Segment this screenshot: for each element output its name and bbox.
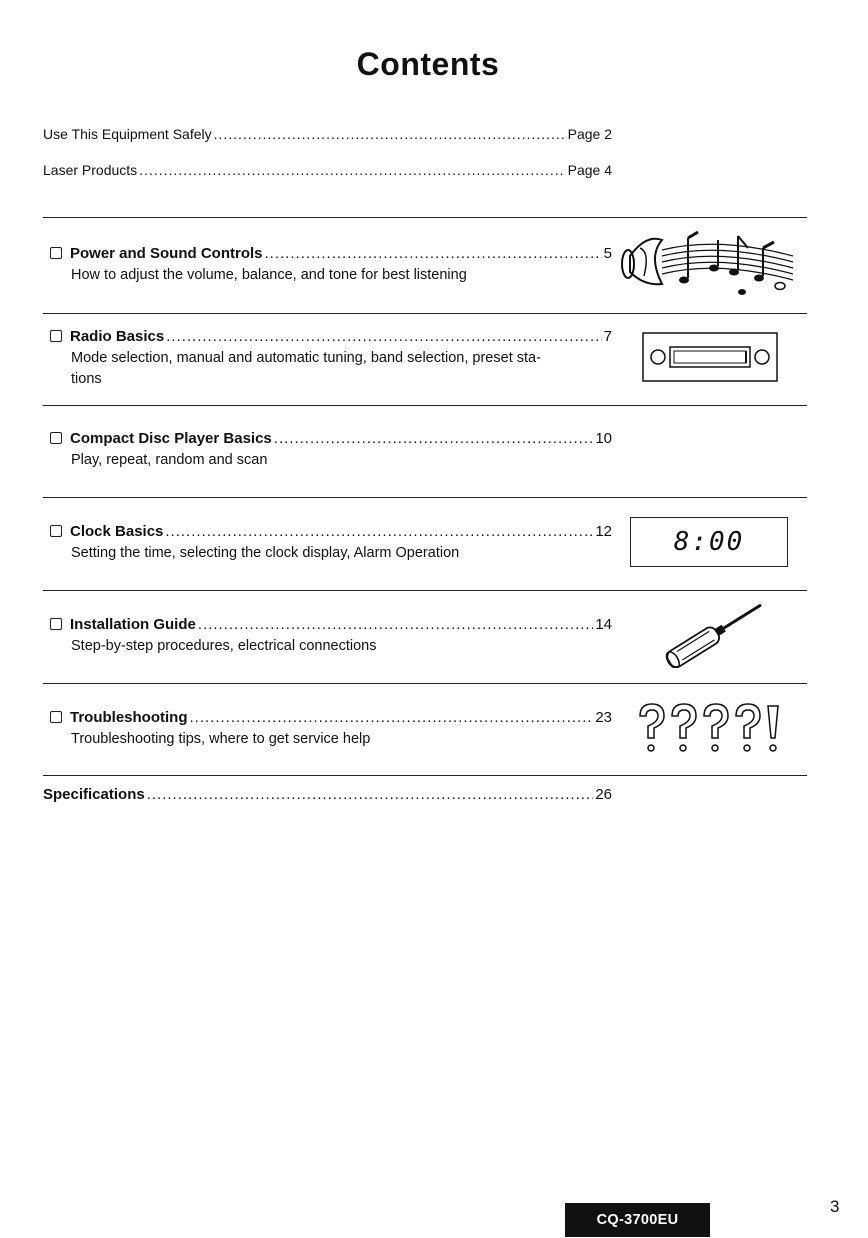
section-title: Radio Basics bbox=[70, 328, 165, 345]
clock-display-icon bbox=[630, 517, 788, 567]
toc-entry-label: Laser Products bbox=[43, 162, 138, 178]
section-divider bbox=[43, 217, 807, 218]
dot-leader bbox=[165, 523, 593, 540]
section-description: Troubleshooting tips, where to get service help bbox=[71, 731, 371, 747]
toc-entry-page: Page 2 bbox=[567, 126, 612, 142]
section-troubleshooting[interactable] bbox=[50, 709, 612, 750]
section-description: Play, repeat, random and scan bbox=[71, 452, 268, 468]
section-description: Mode selection, manual and automatic tuning, band selection, preset sta- tions bbox=[71, 350, 541, 387]
section-description: How to adjust the volume, balance, and tone for best listening bbox=[71, 267, 467, 283]
dot-leader bbox=[265, 245, 602, 262]
section-divider bbox=[43, 683, 807, 684]
section-page: 5 bbox=[603, 245, 612, 262]
toc-entry-label: Specifications bbox=[43, 786, 145, 803]
section-cd-player-basics[interactable] bbox=[50, 430, 612, 471]
section-page: 14 bbox=[595, 616, 612, 633]
dot-leader bbox=[190, 709, 594, 726]
dot-leader bbox=[147, 786, 594, 803]
section-divider bbox=[43, 590, 807, 591]
section-divider bbox=[43, 497, 807, 498]
toc-entry-specifications[interactable] bbox=[43, 786, 612, 803]
toc-entry-page: Page 4 bbox=[567, 162, 612, 178]
section-divider bbox=[43, 313, 807, 314]
question-marks-icon bbox=[634, 700, 784, 756]
section-clock-basics[interactable] bbox=[50, 523, 612, 564]
dot-leader bbox=[274, 430, 594, 447]
section-divider bbox=[43, 775, 807, 776]
checkbox-icon bbox=[50, 432, 62, 444]
music-notes-icon bbox=[618, 226, 798, 298]
section-radio-basics[interactable] bbox=[50, 328, 612, 390]
clock-display-value: 8:00 bbox=[673, 527, 745, 557]
dot-leader bbox=[166, 328, 601, 345]
checkbox-icon bbox=[50, 618, 62, 630]
checkbox-icon bbox=[50, 525, 62, 537]
toc-entry-laser[interactable] bbox=[43, 162, 612, 178]
page-number: 3 bbox=[830, 1197, 840, 1216]
screwdriver-icon bbox=[660, 598, 770, 668]
section-description: Setting the time, selecting the clock display, Alarm Operation bbox=[71, 545, 460, 561]
section-page: 23 bbox=[595, 709, 612, 726]
section-power-sound[interactable] bbox=[50, 245, 612, 286]
checkbox-icon bbox=[50, 711, 62, 723]
toc-entry-safety[interactable] bbox=[43, 126, 612, 142]
section-page: 7 bbox=[603, 328, 612, 345]
section-title: Installation Guide bbox=[70, 616, 196, 633]
page-title: Contents bbox=[356, 46, 500, 82]
toc-entry-page: 26 bbox=[595, 786, 612, 803]
radio-panel-icon bbox=[642, 332, 778, 382]
section-installation-guide[interactable] bbox=[50, 616, 612, 657]
checkbox-icon bbox=[50, 247, 62, 259]
section-title: Clock Basics bbox=[70, 523, 164, 540]
section-title: Troubleshooting bbox=[70, 709, 188, 726]
section-title: Compact Disc Player Basics bbox=[70, 430, 272, 447]
toc-entry-label: Use This Equipment Safely bbox=[43, 126, 212, 142]
model-badge: CQ-3700EU bbox=[565, 1203, 710, 1237]
dot-leader bbox=[139, 162, 565, 178]
section-description: Step-by-step procedures, electrical connections bbox=[71, 638, 377, 654]
section-title: Power and Sound Controls bbox=[70, 245, 263, 262]
checkbox-icon bbox=[50, 330, 62, 342]
dot-leader bbox=[198, 616, 593, 633]
dot-leader bbox=[214, 126, 566, 142]
section-page: 10 bbox=[595, 430, 612, 447]
section-page: 12 bbox=[595, 523, 612, 540]
section-divider bbox=[43, 405, 807, 406]
